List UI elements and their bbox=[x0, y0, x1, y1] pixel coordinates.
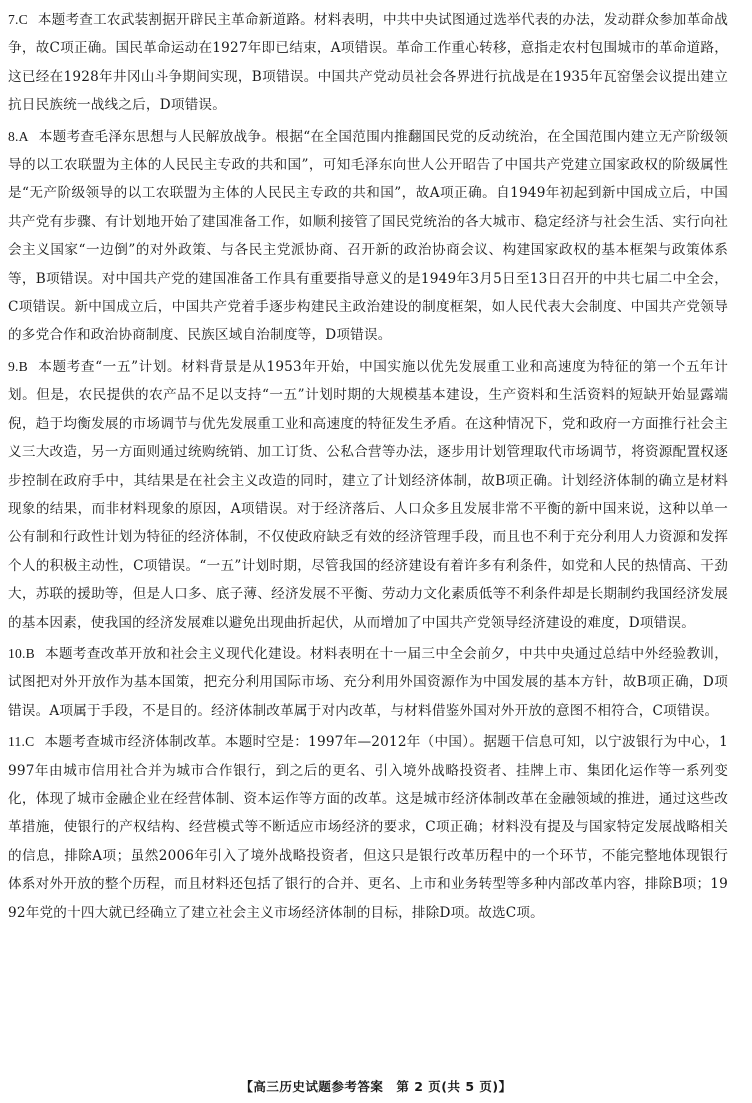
answer-number: 7.C bbox=[8, 12, 28, 27]
answer-item-9 bbox=[8, 353, 728, 637]
answer-item-8 bbox=[8, 123, 728, 350]
answer-item-11 bbox=[8, 728, 728, 927]
answer-text: 本题考查城市经济体制改革。本题时空是：1997年—2012年（中国）。据题干信息可知，以宁波银行为中心，1997年由城市信用社合并为城市合作银行，到之后的更名、引入境外战略投资者、挂牌上市、集团化运作等一系列变化，体现了城市金融企业在经营体制、资本运作等方面的改革。这是城市经济体制改革在金融领域的推进，通过这些改革措施，使银行的产权结构、经营模式等不断适应市场经济的要求，C项正确；材料没有提及与国家特定发展战略相关的信息，排除A项；虽然2006年引入了境外战略投资者，但这只是银行改革历程中的一个环节，不能完整地体现银行体系对外开放的整个历程，而且材料还包括了银行的合并、更名、上市和业务转型等多种内部改革内容，排除B项；1992年党的十四大就已经确立了建立社会主义市场经济体制的目标，排除D项。故选C项。 bbox=[8, 734, 728, 921]
page-footer: 【高三历史试题参考答案 第 2 页(共 5 页)】 bbox=[240, 1079, 512, 1094]
answer-number: 10.B bbox=[8, 645, 35, 661]
answer-item-10 bbox=[8, 640, 728, 725]
answer-item-7 bbox=[8, 6, 728, 120]
answer-text: 本题考查“一五”计划。材料背景是从1953年开始，中国实施以优先发展重工业和高速度为特征的第一个五年计划。但是，农民提供的农产品不足以支持“一五”计划时期的大规模基本建设，生产资料和生活资料的短缺开始显露端倪，趋于均衡发展的市场调节与优先发展重工业和高速度的特征发生矛盾。在这种情况下，党和政府一方面推行社会主义三大改造，另一方面则通过统购统销、加工订货、公私合营等办法，逐步用计划管理取代市场调节，将资源配置权逐步控制在政府手中，其结果是在社会主义改造的同时，建立了计划经济体制，故B项正确。计划经济体制的确立是材料现象的结果，而非材料现象的原因，A项错误。对于经济落后、人口众多且发展非常不平衡的新中国来说，这种以单一公有制和行政性计划为特征的经济体制，不仅使政府缺乏有效的经济管理手段，而且也不利于充分利用人力资源和发挥个人的积极主动性，C项错误。“一五”计划时期，尽管我国的经济建设有着许多有利条件，如党和人民的热情高、干劲大，苏联的援助等，但是人口多、底子薄、经济发展不平衡、劳动力文化素质低等不利条件却是长期制约我国经济发展的基本因素，使我国的经济发展难以避免出现曲折起伏，从而增加了中国共产党领导经济建设的难度，D项错误。 bbox=[8, 358, 728, 631]
answer-text: 本题考查毛泽东思想与人民解放战争。根据“在全国范围内推翻国民党的反动统治，在全国范围内建立无产阶级领导的以工农联盟为主体的人民民主专政的共和国”，可知毛泽东向世人公开昭告了中国共产党建立国家政权的阶级属性是“无产阶级领导的以工农联盟为主体的人民民主专政的共和国”，故A项正确。自1949年初起到新中国成立后，中国共产党有步骤、有计划地开始了建国准备工作，如顺利接管了国民党统治的各大城市、稳定经济与社会生活、实行向社会主义国家“一边倒”的对外政策、与各民主党派协商、召开新的政治协商会议、构建国家政权的基本框架与政策体系等，B项错误。对中国共产党的建国准备工作具有重要指导意义的是1949年3月5日至13日召开的中共七届二中全会，C项错误。新中国成立后，中国共产党着手逐步构建民主政治建设的制度框架，如人民代表大会制度、中国共产党领导的多党合作和政治协商制度、民族区域自治制度等，D项错误。 bbox=[8, 128, 728, 344]
answer-text: 本题考查改革开放和社会主义现代化建设。材料表明在十一届三中全会前夕，中共中央通过总结中外经验教训，试图把对外开放作为基本国策，把充分利用国际市场、充分利用外国资源作为中国发展的基本方针，故B项正确，D项错误。A项属于手段，不是目的。经济体制改革属于对内改革，与材料借鉴外国对外开放的意图不相符合，C项错误。 bbox=[8, 645, 728, 719]
answer-text: 本题考查工农武装割据开辟民主革命新道路。材料表明，中共中央试图通过选举代表的办法，发动群众参加革命战争，故C项正确。国民革命运动在1927年即已结束，A项错误。革命工作重心转移，意指走农村包围城市的革命道路，这已经在1928年井冈山斗争期间实现，B项错误。中国共产党动员社会各界进行抗战是在1935年瓦窑堡会议提出建立抗日民族统一战线之后，D项错误。 bbox=[8, 12, 728, 114]
answer-number: 9.B bbox=[8, 358, 28, 374]
answer-number: 8.A bbox=[8, 128, 29, 144]
answer-number: 11.C bbox=[8, 734, 35, 750]
